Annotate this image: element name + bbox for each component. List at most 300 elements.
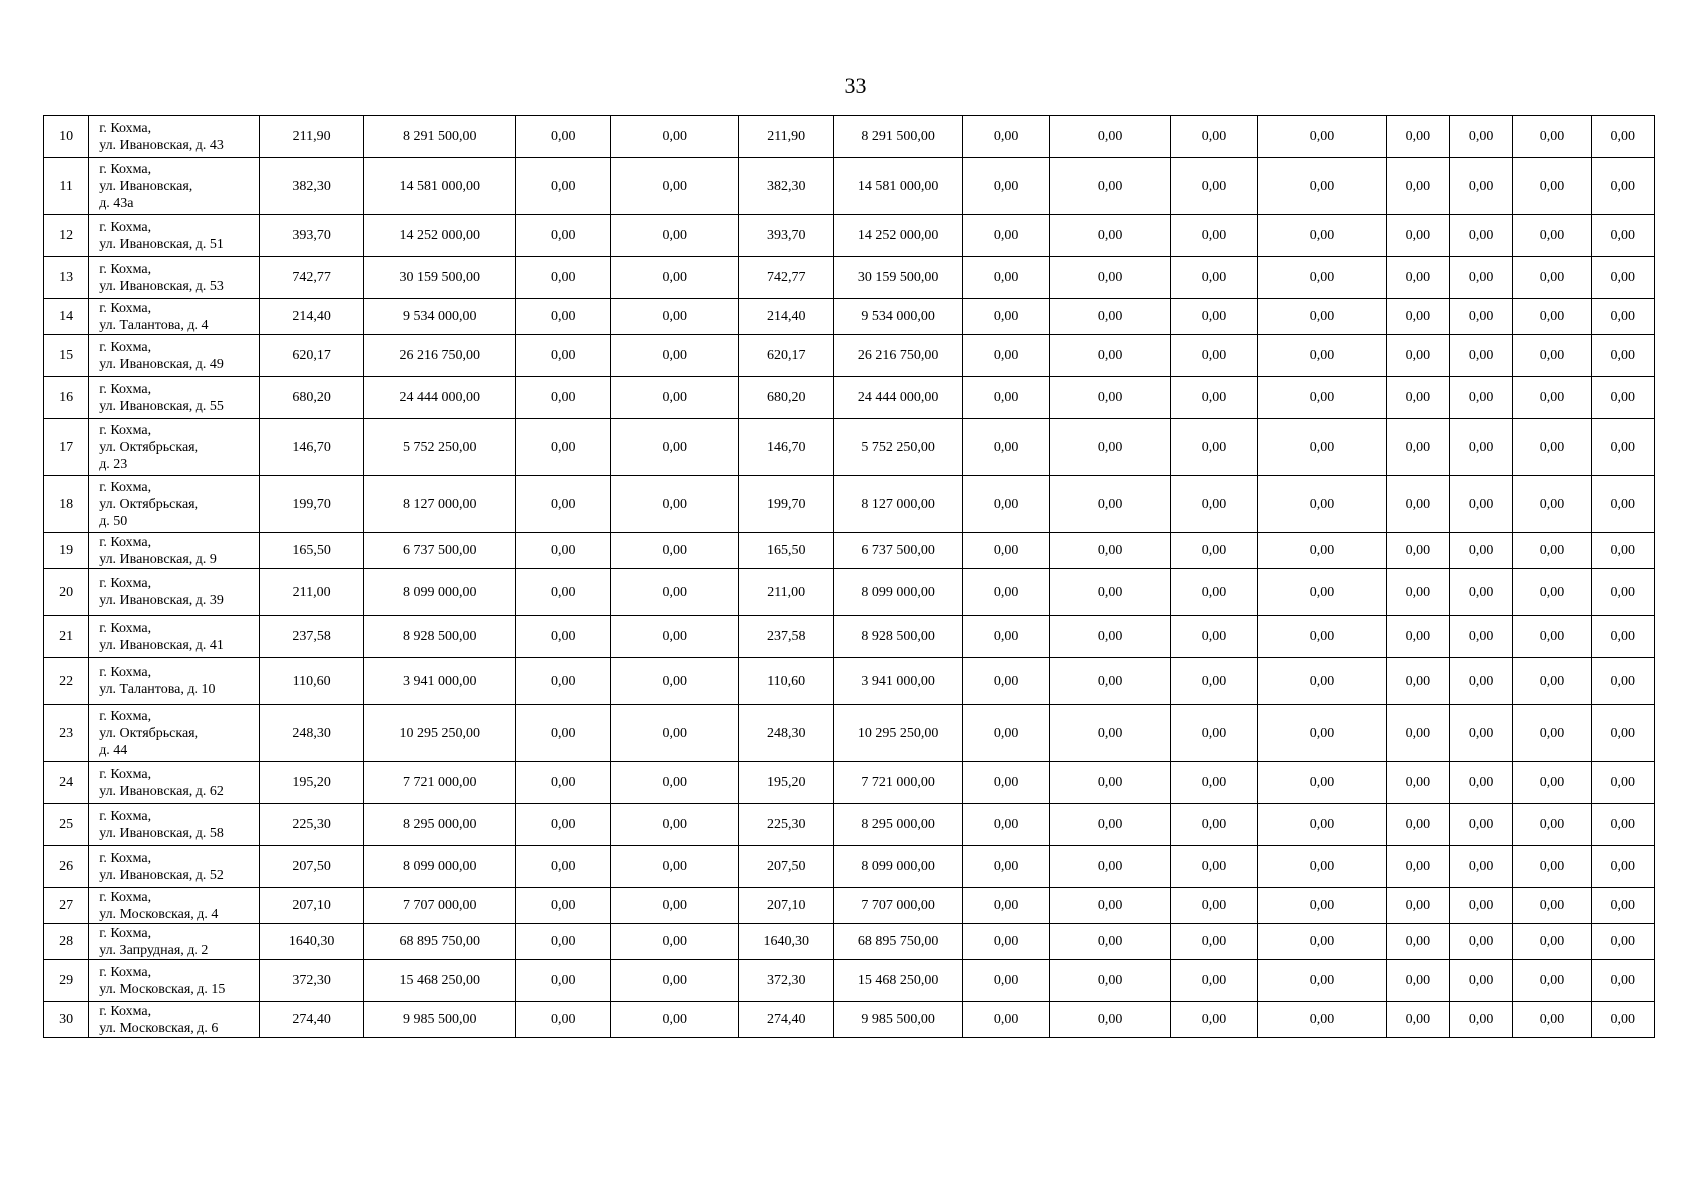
value-cell: 0,00: [1450, 335, 1513, 377]
value-cell: 0,00: [1591, 846, 1654, 888]
value-cell: 0,00: [1050, 960, 1171, 1002]
area-cell: 372,30: [259, 960, 363, 1002]
value-cell: 0,00: [516, 419, 611, 476]
value-cell: 0,00: [516, 476, 611, 533]
cost-cell: 24 444 000,00: [834, 377, 963, 419]
value-cell: 0,00: [1170, 569, 1257, 616]
value-cell: 0,00: [1170, 257, 1257, 299]
address-cell: г. Кохма, ул. Октябрьская, д. 44: [89, 705, 260, 762]
value-cell: 0,00: [1591, 533, 1654, 569]
value-cell: 0,00: [1050, 419, 1171, 476]
table-row: [44, 888, 1655, 924]
area-cell: 207,50: [259, 846, 363, 888]
area-cell: 1640,30: [738, 924, 833, 960]
table-row: [44, 215, 1655, 257]
cost-cell: 8 295 000,00: [364, 804, 516, 846]
value-cell: 0,00: [962, 533, 1049, 569]
value-cell: 0,00: [1591, 257, 1654, 299]
value-cell: 0,00: [1170, 960, 1257, 1002]
value-cell: 0,00: [516, 924, 611, 960]
value-cell: 0,00: [1513, 533, 1591, 569]
value-cell: 0,00: [1513, 846, 1591, 888]
value-cell: 0,00: [1386, 924, 1449, 960]
value-cell: 0,00: [962, 960, 1049, 1002]
row-number-cell: 15: [44, 335, 89, 377]
row-number-cell: 27: [44, 888, 89, 924]
cost-cell: 8 291 500,00: [834, 116, 963, 158]
value-cell: 0,00: [1513, 762, 1591, 804]
value-cell: 0,00: [962, 299, 1049, 335]
value-cell: 0,00: [1258, 419, 1387, 476]
area-cell: 225,30: [259, 804, 363, 846]
value-cell: 0,00: [1050, 116, 1171, 158]
value-cell: 0,00: [962, 476, 1049, 533]
value-cell: 0,00: [611, 215, 739, 257]
value-cell: 0,00: [1258, 762, 1387, 804]
value-cell: 0,00: [516, 846, 611, 888]
value-cell: 0,00: [1513, 888, 1591, 924]
value-cell: 0,00: [516, 377, 611, 419]
table-body: [44, 116, 1655, 1038]
area-cell: 207,50: [738, 846, 833, 888]
value-cell: 0,00: [611, 705, 739, 762]
table-row: [44, 335, 1655, 377]
value-cell: 0,00: [516, 533, 611, 569]
value-cell: 0,00: [1450, 377, 1513, 419]
area-cell: 214,40: [738, 299, 833, 335]
row-number-cell: 21: [44, 616, 89, 658]
value-cell: 0,00: [962, 257, 1049, 299]
area-cell: 620,17: [738, 335, 833, 377]
value-cell: 0,00: [1591, 705, 1654, 762]
cost-cell: 14 252 000,00: [834, 215, 963, 257]
area-cell: 680,20: [259, 377, 363, 419]
address-cell: г. Кохма, ул. Ивановская, д. 43: [89, 116, 260, 158]
value-cell: 0,00: [1513, 257, 1591, 299]
value-cell: 0,00: [962, 888, 1049, 924]
value-cell: 0,00: [516, 804, 611, 846]
area-cell: 225,30: [738, 804, 833, 846]
cost-cell: 68 895 750,00: [834, 924, 963, 960]
value-cell: 0,00: [611, 960, 739, 1002]
cost-cell: 6 737 500,00: [364, 533, 516, 569]
address-cell: г. Кохма, ул. Ивановская, д. 51: [89, 215, 260, 257]
value-cell: 0,00: [1591, 377, 1654, 419]
area-cell: 1640,30: [259, 924, 363, 960]
cost-cell: 68 895 750,00: [364, 924, 516, 960]
row-number-cell: 19: [44, 533, 89, 569]
area-cell: 742,77: [738, 257, 833, 299]
value-cell: 0,00: [516, 569, 611, 616]
value-cell: 0,00: [1050, 616, 1171, 658]
value-cell: 0,00: [962, 1002, 1049, 1038]
value-cell: 0,00: [1450, 960, 1513, 1002]
value-cell: 0,00: [962, 705, 1049, 762]
value-cell: 0,00: [1386, 533, 1449, 569]
value-cell: 0,00: [1050, 804, 1171, 846]
value-cell: 0,00: [1591, 888, 1654, 924]
value-cell: 0,00: [516, 616, 611, 658]
value-cell: 0,00: [1386, 158, 1449, 215]
value-cell: 0,00: [611, 658, 739, 705]
cost-cell: 8 295 000,00: [834, 804, 963, 846]
row-number-cell: 11: [44, 158, 89, 215]
value-cell: 0,00: [1386, 658, 1449, 705]
address-cell: г. Кохма, ул. Московская, д. 4: [89, 888, 260, 924]
value-cell: 0,00: [1050, 257, 1171, 299]
cost-cell: 14 581 000,00: [834, 158, 963, 215]
value-cell: 0,00: [516, 705, 611, 762]
value-cell: 0,00: [1513, 569, 1591, 616]
cost-cell: 9 985 500,00: [834, 1002, 963, 1038]
value-cell: 0,00: [1050, 924, 1171, 960]
value-cell: 0,00: [1258, 476, 1387, 533]
table-row: [44, 1002, 1655, 1038]
value-cell: 0,00: [1450, 158, 1513, 215]
row-number-cell: 10: [44, 116, 89, 158]
cost-cell: 8 928 500,00: [834, 616, 963, 658]
value-cell: 0,00: [1450, 257, 1513, 299]
value-cell: 0,00: [962, 419, 1049, 476]
value-cell: 0,00: [516, 335, 611, 377]
value-cell: 0,00: [1170, 116, 1257, 158]
value-cell: 0,00: [1386, 888, 1449, 924]
value-cell: 0,00: [1450, 1002, 1513, 1038]
area-cell: 110,60: [259, 658, 363, 705]
cost-cell: 7 707 000,00: [364, 888, 516, 924]
value-cell: 0,00: [1050, 299, 1171, 335]
area-cell: 199,70: [259, 476, 363, 533]
value-cell: 0,00: [516, 116, 611, 158]
value-cell: 0,00: [1513, 804, 1591, 846]
area-cell: 237,58: [738, 616, 833, 658]
value-cell: 0,00: [1450, 658, 1513, 705]
value-cell: 0,00: [1050, 762, 1171, 804]
value-cell: 0,00: [962, 335, 1049, 377]
value-cell: 0,00: [1450, 616, 1513, 658]
address-cell: г. Кохма, ул. Ивановская, д. 58: [89, 804, 260, 846]
value-cell: 0,00: [1258, 804, 1387, 846]
value-cell: 0,00: [1050, 335, 1171, 377]
table-row: [44, 658, 1655, 705]
value-cell: 0,00: [1386, 960, 1449, 1002]
table-row: [44, 533, 1655, 569]
value-cell: 0,00: [962, 924, 1049, 960]
table-row: [44, 846, 1655, 888]
value-cell: 0,00: [1450, 762, 1513, 804]
area-cell: 214,40: [259, 299, 363, 335]
row-number-cell: 25: [44, 804, 89, 846]
value-cell: 0,00: [1386, 377, 1449, 419]
value-cell: 0,00: [611, 377, 739, 419]
area-cell: 146,70: [259, 419, 363, 476]
cost-cell: 5 752 250,00: [834, 419, 963, 476]
value-cell: 0,00: [1258, 616, 1387, 658]
address-cell: г. Кохма, ул. Октябрьская, д. 23: [89, 419, 260, 476]
address-cell: г. Кохма, ул. Ивановская, д. 43а: [89, 158, 260, 215]
value-cell: 0,00: [1591, 158, 1654, 215]
value-cell: 0,00: [1170, 335, 1257, 377]
area-cell: 248,30: [738, 705, 833, 762]
address-cell: г. Кохма, ул. Октябрьская, д. 50: [89, 476, 260, 533]
address-cell: г. Кохма, ул. Ивановская, д. 41: [89, 616, 260, 658]
cost-cell: 8 127 000,00: [364, 476, 516, 533]
address-cell: г. Кохма, ул. Московская, д. 6: [89, 1002, 260, 1038]
value-cell: 0,00: [1170, 888, 1257, 924]
cost-cell: 26 216 750,00: [834, 335, 963, 377]
value-cell: 0,00: [611, 335, 739, 377]
value-cell: 0,00: [1170, 616, 1257, 658]
value-cell: 0,00: [611, 158, 739, 215]
row-number-cell: 29: [44, 960, 89, 1002]
value-cell: 0,00: [1258, 377, 1387, 419]
cost-cell: 9 534 000,00: [364, 299, 516, 335]
address-cell: г. Кохма, ул. Ивановская, д. 49: [89, 335, 260, 377]
value-cell: 0,00: [516, 158, 611, 215]
row-number-cell: 18: [44, 476, 89, 533]
table-row: [44, 299, 1655, 335]
value-cell: 0,00: [611, 569, 739, 616]
value-cell: 0,00: [962, 158, 1049, 215]
value-cell: 0,00: [1450, 116, 1513, 158]
row-number-cell: 13: [44, 257, 89, 299]
value-cell: 0,00: [1170, 377, 1257, 419]
value-cell: 0,00: [1513, 705, 1591, 762]
area-cell: 165,50: [259, 533, 363, 569]
value-cell: 0,00: [1170, 158, 1257, 215]
value-cell: 0,00: [1450, 419, 1513, 476]
value-cell: 0,00: [962, 804, 1049, 846]
table-row: [44, 804, 1655, 846]
value-cell: 0,00: [1050, 846, 1171, 888]
value-cell: 0,00: [1591, 804, 1654, 846]
value-cell: 0,00: [1258, 158, 1387, 215]
value-cell: 0,00: [1050, 658, 1171, 705]
value-cell: 0,00: [1386, 804, 1449, 846]
value-cell: 0,00: [1450, 846, 1513, 888]
area-cell: 382,30: [259, 158, 363, 215]
value-cell: 0,00: [1386, 215, 1449, 257]
cost-cell: 30 159 500,00: [364, 257, 516, 299]
value-cell: 0,00: [962, 658, 1049, 705]
value-cell: 0,00: [516, 215, 611, 257]
value-cell: 0,00: [1591, 569, 1654, 616]
cost-cell: 8 291 500,00: [364, 116, 516, 158]
value-cell: 0,00: [1386, 476, 1449, 533]
cost-cell: 14 581 000,00: [364, 158, 516, 215]
cost-cell: 8 099 000,00: [364, 569, 516, 616]
value-cell: 0,00: [1170, 215, 1257, 257]
value-cell: 0,00: [1450, 569, 1513, 616]
row-number-cell: 20: [44, 569, 89, 616]
value-cell: 0,00: [1170, 1002, 1257, 1038]
cost-cell: 30 159 500,00: [834, 257, 963, 299]
value-cell: 0,00: [611, 476, 739, 533]
table-row: [44, 419, 1655, 476]
value-cell: 0,00: [1050, 705, 1171, 762]
table-row: [44, 476, 1655, 533]
value-cell: 0,00: [1050, 158, 1171, 215]
page-number: 33: [844, 73, 867, 98]
value-cell: 0,00: [1591, 924, 1654, 960]
cost-cell: 8 099 000,00: [364, 846, 516, 888]
value-cell: 0,00: [611, 533, 739, 569]
value-cell: 0,00: [1386, 705, 1449, 762]
value-cell: 0,00: [1591, 116, 1654, 158]
value-cell: 0,00: [1513, 419, 1591, 476]
value-cell: 0,00: [1591, 419, 1654, 476]
row-number-cell: 14: [44, 299, 89, 335]
row-number-cell: 17: [44, 419, 89, 476]
repair-cost-table: [43, 115, 1655, 1038]
value-cell: 0,00: [1170, 419, 1257, 476]
cost-cell: 8 928 500,00: [364, 616, 516, 658]
value-cell: 0,00: [1386, 1002, 1449, 1038]
address-cell: г. Кохма, ул. Талантова, д. 10: [89, 658, 260, 705]
value-cell: 0,00: [1050, 888, 1171, 924]
value-cell: 0,00: [1050, 215, 1171, 257]
value-cell: 0,00: [1513, 960, 1591, 1002]
row-number-cell: 16: [44, 377, 89, 419]
value-cell: 0,00: [1050, 377, 1171, 419]
table-row: [44, 569, 1655, 616]
value-cell: 0,00: [1450, 924, 1513, 960]
cost-cell: 5 752 250,00: [364, 419, 516, 476]
value-cell: 0,00: [1258, 533, 1387, 569]
address-cell: г. Кохма, ул. Московская, д. 15: [89, 960, 260, 1002]
cost-cell: 15 468 250,00: [834, 960, 963, 1002]
value-cell: 0,00: [1450, 533, 1513, 569]
value-cell: 0,00: [611, 257, 739, 299]
value-cell: 0,00: [611, 924, 739, 960]
value-cell: 0,00: [1386, 846, 1449, 888]
cost-cell: 8 099 000,00: [834, 846, 963, 888]
cost-cell: 26 216 750,00: [364, 335, 516, 377]
area-cell: 207,10: [259, 888, 363, 924]
value-cell: 0,00: [1170, 924, 1257, 960]
area-cell: 274,40: [259, 1002, 363, 1038]
value-cell: 0,00: [516, 299, 611, 335]
value-cell: 0,00: [962, 762, 1049, 804]
row-number-cell: 26: [44, 846, 89, 888]
value-cell: 0,00: [1170, 658, 1257, 705]
area-cell: 195,20: [259, 762, 363, 804]
cost-cell: 8 127 000,00: [834, 476, 963, 533]
area-cell: 382,30: [738, 158, 833, 215]
area-cell: 372,30: [738, 960, 833, 1002]
area-cell: 211,00: [738, 569, 833, 616]
value-cell: 0,00: [1050, 533, 1171, 569]
value-cell: 0,00: [1386, 116, 1449, 158]
area-cell: 110,60: [738, 658, 833, 705]
area-cell: 211,90: [259, 116, 363, 158]
area-cell: 248,30: [259, 705, 363, 762]
value-cell: 0,00: [611, 299, 739, 335]
area-cell: 742,77: [259, 257, 363, 299]
value-cell: 0,00: [1591, 616, 1654, 658]
value-cell: 0,00: [1513, 658, 1591, 705]
value-cell: 0,00: [1258, 335, 1387, 377]
area-cell: 207,10: [738, 888, 833, 924]
address-cell: г. Кохма, ул. Запрудная, д. 2: [89, 924, 260, 960]
value-cell: 0,00: [1450, 299, 1513, 335]
value-cell: 0,00: [1258, 888, 1387, 924]
value-cell: 0,00: [1258, 299, 1387, 335]
value-cell: 0,00: [1513, 335, 1591, 377]
value-cell: 0,00: [1258, 215, 1387, 257]
value-cell: 0,00: [611, 846, 739, 888]
area-cell: 274,40: [738, 1002, 833, 1038]
value-cell: 0,00: [1170, 705, 1257, 762]
area-cell: 211,00: [259, 569, 363, 616]
row-number-cell: 22: [44, 658, 89, 705]
value-cell: 0,00: [962, 215, 1049, 257]
value-cell: 0,00: [1170, 804, 1257, 846]
value-cell: 0,00: [1386, 762, 1449, 804]
value-cell: 0,00: [611, 616, 739, 658]
value-cell: 0,00: [1591, 658, 1654, 705]
value-cell: 0,00: [1258, 569, 1387, 616]
address-cell: г. Кохма, ул. Ивановская, д. 53: [89, 257, 260, 299]
area-cell: 393,70: [259, 215, 363, 257]
value-cell: 0,00: [1513, 377, 1591, 419]
row-number-cell: 28: [44, 924, 89, 960]
value-cell: 0,00: [1386, 419, 1449, 476]
value-cell: 0,00: [1513, 158, 1591, 215]
value-cell: 0,00: [1591, 215, 1654, 257]
table-row: [44, 377, 1655, 419]
value-cell: 0,00: [611, 762, 739, 804]
area-cell: 680,20: [738, 377, 833, 419]
value-cell: 0,00: [1050, 1002, 1171, 1038]
value-cell: 0,00: [1050, 476, 1171, 533]
area-cell: 237,58: [259, 616, 363, 658]
value-cell: 0,00: [1513, 215, 1591, 257]
area-cell: 195,20: [738, 762, 833, 804]
value-cell: 0,00: [1170, 846, 1257, 888]
cost-cell: 10 295 250,00: [834, 705, 963, 762]
value-cell: 0,00: [611, 888, 739, 924]
table-row: [44, 158, 1655, 215]
value-cell: 0,00: [516, 888, 611, 924]
row-number-cell: 23: [44, 705, 89, 762]
value-cell: 0,00: [611, 804, 739, 846]
cost-cell: 14 252 000,00: [364, 215, 516, 257]
value-cell: 0,00: [1386, 299, 1449, 335]
value-cell: 0,00: [1386, 257, 1449, 299]
row-number-cell: 12: [44, 215, 89, 257]
value-cell: 0,00: [1450, 705, 1513, 762]
value-cell: 0,00: [516, 762, 611, 804]
cost-cell: 24 444 000,00: [364, 377, 516, 419]
row-number-cell: 30: [44, 1002, 89, 1038]
address-cell: г. Кохма, ул. Талантова, д. 4: [89, 299, 260, 335]
value-cell: 0,00: [1591, 299, 1654, 335]
value-cell: 0,00: [516, 257, 611, 299]
row-number-cell: 24: [44, 762, 89, 804]
value-cell: 0,00: [516, 1002, 611, 1038]
address-cell: г. Кохма, ул. Ивановская, д. 9: [89, 533, 260, 569]
value-cell: 0,00: [1513, 116, 1591, 158]
value-cell: 0,00: [1386, 569, 1449, 616]
value-cell: 0,00: [611, 1002, 739, 1038]
address-cell: г. Кохма, ул. Ивановская, д. 62: [89, 762, 260, 804]
area-cell: 165,50: [738, 533, 833, 569]
cost-cell: 6 737 500,00: [834, 533, 963, 569]
value-cell: 0,00: [1258, 116, 1387, 158]
value-cell: 0,00: [1591, 762, 1654, 804]
value-cell: 0,00: [1450, 476, 1513, 533]
